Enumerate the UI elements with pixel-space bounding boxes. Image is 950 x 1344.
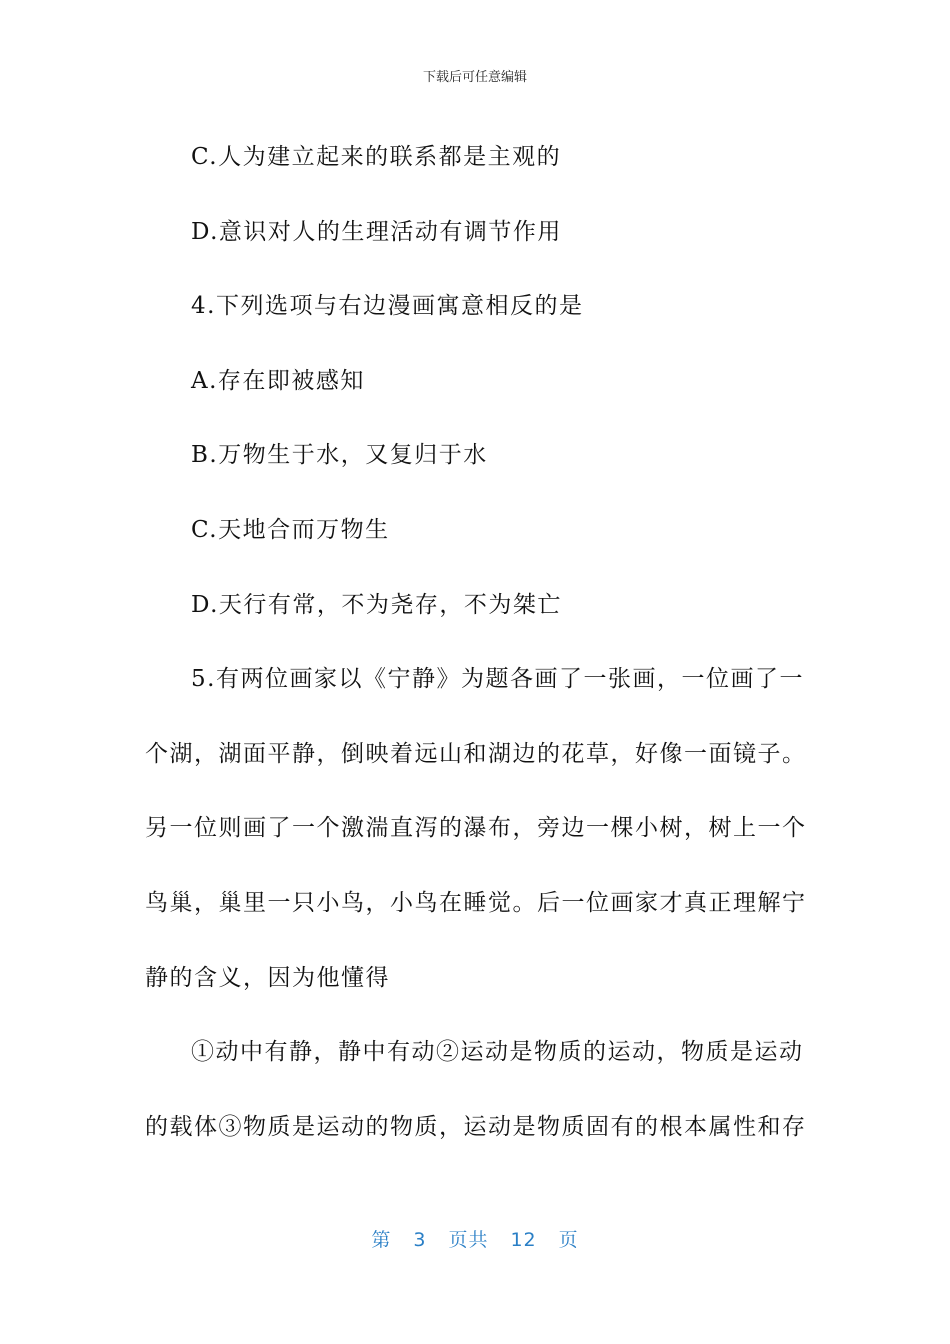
option-line: B.万物生于水，又复归于水: [191, 442, 488, 469]
header-note: 下载后可任意编辑: [422, 70, 527, 85]
question-line: 4.下列选项与右边漫画寓意相反的是: [191, 293, 584, 320]
question-line: 静的含义，因为他懂得: [145, 964, 390, 991]
footer-middle: 页共: [448, 1229, 489, 1251]
footer-suffix: 页: [558, 1229, 579, 1251]
option-line: C.人为建立起来的联系都是主观的: [191, 144, 562, 170]
statement-line: ①动中有静，静中有动②运动是物质的运动，物质是运动: [191, 1039, 804, 1066]
question-line: 鸟巢，巢里一只小鸟，小鸟在睡觉。后一位画家才真正理解宁: [145, 889, 807, 916]
option-line: D.天行有常，不为尧存，不为桀亡: [191, 591, 562, 618]
footer-prefix: 第: [371, 1229, 392, 1251]
total-pages-number: 12: [510, 1229, 537, 1251]
option-line: D.意识对人的生理活动有调节作用: [191, 218, 562, 245]
option-line: A.存在即被感知: [191, 367, 365, 394]
question-line: 个湖，湖面平静，倒映着远山和湖边的花草，好像一面镜子。: [145, 740, 807, 767]
document-body: [145, 120, 807, 1164]
option-line: C.天地合而万物生: [191, 516, 390, 543]
current-page-number: 3: [413, 1229, 427, 1251]
statement-line: 的载体③物质是运动的物质，运动是物质固有的根本属性和存: [145, 1113, 807, 1140]
question-line: 5.有两位画家以《宁静》为题各画了一张画，一位画了一: [191, 666, 804, 693]
question-line: 另一位则画了一个激湍直泻的瀑布，旁边一棵小树，树上一个: [145, 815, 807, 842]
page-footer: [0, 1225, 950, 1252]
